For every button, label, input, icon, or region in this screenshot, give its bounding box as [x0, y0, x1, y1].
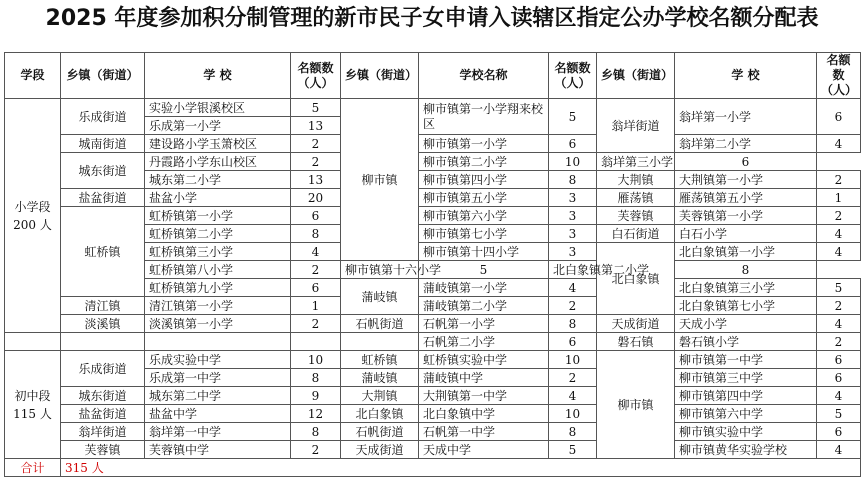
table-row — [5, 135, 861, 153]
quota-cell: 2 — [291, 261, 341, 279]
quota-cell: 6 — [291, 279, 341, 297]
quota-cell: 4 — [817, 387, 861, 405]
level-label: 初中段 — [14, 388, 51, 403]
quota-cell: 8 — [291, 423, 341, 441]
school-cell: 建设路小学玉箫校区 — [145, 135, 291, 153]
school-cell-empty — [145, 333, 291, 351]
table-row — [5, 153, 861, 171]
school-cell: 雁荡镇第五小学 — [675, 189, 817, 207]
table-row — [5, 315, 861, 333]
quota-cell: 2 — [549, 369, 597, 387]
school-cell: 翁垟第一中学 — [145, 423, 291, 441]
town-cell: 白石街道 — [597, 225, 675, 243]
level-cell-primary — [5, 99, 61, 333]
school-cell: 城东第二中学 — [145, 387, 291, 405]
level-total: 115 人 — [13, 406, 52, 421]
total-value: 315 人 — [61, 459, 861, 477]
school-cell: 翁垟第一小学 — [675, 99, 817, 135]
quota-cell: 13 — [291, 171, 341, 189]
quota-cell: 6 — [549, 333, 597, 351]
town-cell: 乐成街道 — [61, 351, 145, 387]
header-school-name: 学校名称 — [419, 53, 549, 99]
quota-cell: 6 — [817, 99, 861, 135]
quota-cell: 5 — [549, 99, 597, 135]
quota-cell: 6 — [291, 207, 341, 225]
quota-cell: 3 — [549, 243, 597, 261]
quota-cell: 5 — [817, 279, 861, 297]
quota-cell: 2 — [817, 207, 861, 225]
school-cell: 丹霞路小学东山校区 — [145, 153, 291, 171]
header-quota: 名额数（人） — [549, 53, 597, 99]
town-cell: 蒲岐镇 — [341, 279, 419, 315]
header-quota: 名额数（人） — [291, 53, 341, 99]
school-cell: 翁垟第二小学 — [675, 135, 817, 153]
school-cell: 白石小学 — [675, 225, 817, 243]
school-cell: 天成小学 — [675, 315, 817, 333]
town-cell: 雁荡镇 — [597, 189, 675, 207]
town-cell: 天成街道 — [597, 315, 675, 333]
quota-cell: 10 — [291, 351, 341, 369]
town-cell: 磐石镇 — [597, 333, 675, 351]
town-cell: 虹桥镇 — [61, 207, 145, 297]
school-cell: 虹桥镇第三小学 — [145, 243, 291, 261]
quota-cell: 8 — [291, 369, 341, 387]
table-row — [5, 189, 861, 207]
table-row — [5, 99, 861, 117]
school-cell: 柳市镇第六中学 — [675, 405, 817, 423]
table-row — [5, 333, 861, 351]
school-cell: 柳市镇第一中学 — [675, 351, 817, 369]
school-cell: 柳市镇第十六小学 — [341, 261, 419, 279]
school-cell: 北白象镇第一小学 — [675, 243, 817, 261]
town-cell: 蒲岐镇 — [341, 369, 419, 387]
school-cell: 蒲岐镇中学 — [419, 369, 549, 387]
table-row — [5, 297, 861, 315]
school-cell: 虹桥镇第二小学 — [145, 225, 291, 243]
header-row — [5, 53, 861, 99]
town-cell: 虹桥镇 — [341, 351, 419, 369]
town-cell-empty — [341, 333, 419, 351]
quota-cell: 4 — [549, 279, 597, 297]
quota-cell: 4 — [549, 387, 597, 405]
school-cell: 天成中学 — [419, 441, 549, 459]
quota-cell: 8 — [291, 225, 341, 243]
town-cell: 石帆街道 — [341, 423, 419, 441]
level-total: 200 人 — [13, 217, 52, 232]
school-cell: 柳市镇第六小学 — [419, 207, 549, 225]
school-cell: 石帆第一小学 — [419, 315, 549, 333]
quota-cell: 6 — [817, 351, 861, 369]
quota-cell: 5 — [549, 441, 597, 459]
quota-cell: 2 — [291, 315, 341, 333]
quota-cell: 4 — [817, 135, 861, 153]
table-row — [5, 387, 861, 405]
page-title: 2025 年度参加积分制管理的新市民子女申请入读辖区指定公办学校名额分配表 — [45, 6, 819, 31]
school-cell: 柳市镇第二小学 — [419, 153, 549, 171]
quota-cell: 4 — [817, 243, 861, 261]
table-row — [5, 441, 861, 459]
school-cell: 大荆镇第一中学 — [419, 387, 549, 405]
town-cell: 盐盆街道 — [61, 189, 145, 207]
school-cell: 柳市镇第四小学 — [419, 171, 549, 189]
quota-cell: 2 — [291, 153, 341, 171]
level-cell-middle — [5, 351, 61, 459]
school-cell: 虹桥镇实验中学 — [419, 351, 549, 369]
school-cell: 盐盆中学 — [145, 405, 291, 423]
town-cell: 大荆镇 — [597, 171, 675, 189]
school-cell: 淡溪镇第一小学 — [145, 315, 291, 333]
school-cell: 柳市镇实验中学 — [675, 423, 817, 441]
school-cell: 乐成实验中学 — [145, 351, 291, 369]
town-cell: 城东街道 — [61, 387, 145, 405]
quota-cell: 6 — [549, 135, 597, 153]
quota-cell: 8 — [549, 423, 597, 441]
level-label: 小学段 — [14, 199, 51, 214]
school-cell: 柳市镇第一小学翔来校区 — [419, 99, 549, 135]
school-cell: 柳市镇第七小学 — [419, 225, 549, 243]
quota-cell: 4 — [291, 243, 341, 261]
quota-cell: 6 — [817, 369, 861, 387]
school-cell: 大荆镇第一小学 — [675, 171, 817, 189]
table-row — [5, 423, 861, 441]
quota-cell: 2 — [817, 171, 861, 189]
town-cell: 翁垟街道 — [61, 423, 145, 441]
quota-cell: 4 — [817, 441, 861, 459]
table-row — [5, 207, 861, 225]
quota-cell: 2 — [291, 135, 341, 153]
school-cell: 城东第二小学 — [145, 171, 291, 189]
quota-cell: 12 — [291, 405, 341, 423]
quota-cell: 2 — [549, 297, 597, 315]
school-cell: 清江镇第一小学 — [145, 297, 291, 315]
quota-cell: 2 — [817, 297, 861, 315]
school-cell: 柳市镇黄华实验学校 — [675, 441, 817, 459]
town-cell: 柳市镇 — [341, 99, 419, 261]
school-cell: 北白象镇第七小学 — [675, 297, 817, 315]
town-cell: 城南街道 — [61, 135, 145, 153]
quota-cell: 3 — [549, 189, 597, 207]
header-town: 乡镇（街道） — [61, 53, 145, 99]
town-cell: 天成街道 — [341, 441, 419, 459]
quota-cell: 1 — [291, 297, 341, 315]
town-cell: 芙蓉镇 — [61, 441, 145, 459]
quota-cell: 4 — [817, 315, 861, 333]
quota-cell: 5 — [817, 405, 861, 423]
town-cell: 北白象镇 — [597, 243, 675, 315]
school-cell: 芙蓉镇中学 — [145, 441, 291, 459]
header-school: 学 校 — [675, 53, 817, 99]
town-cell: 柳市镇 — [597, 351, 675, 459]
quota-cell: 10 — [549, 351, 597, 369]
school-cell: 磐石镇小学 — [675, 333, 817, 351]
total-row — [5, 459, 861, 477]
school-cell: 北白象镇中学 — [419, 405, 549, 423]
school-cell: 柳市镇第五小学 — [419, 189, 549, 207]
school-cell: 柳市镇第三中学 — [675, 369, 817, 387]
quota-cell: 8 — [549, 315, 597, 333]
quota-cell: 20 — [291, 189, 341, 207]
quota-cell: 13 — [291, 117, 341, 135]
school-cell: 乐成第一小学 — [145, 117, 291, 135]
school-cell: 石帆第二小学 — [419, 333, 549, 351]
school-cell: 柳市镇第一小学 — [419, 135, 549, 153]
town-cell: 芙蓉镇 — [597, 207, 675, 225]
quota-cell-empty — [291, 333, 341, 351]
town-cell-empty — [61, 333, 145, 351]
school-cell: 芙蓉镇第一小学 — [675, 207, 817, 225]
header-town: 乡镇（街道） — [597, 53, 675, 99]
school-cell: 实验小学银溪校区 — [145, 99, 291, 117]
quota-cell: 5 — [291, 99, 341, 117]
school-cell: 盐盆小学 — [145, 189, 291, 207]
quota-cell: 2 — [817, 333, 861, 351]
school-cell: 乐成第一中学 — [145, 369, 291, 387]
school-cell: 北白象镇第三小学 — [675, 279, 817, 297]
table-row — [5, 405, 861, 423]
school-cell: 虹桥镇第九小学 — [145, 279, 291, 297]
quota-cell: 5 — [419, 261, 549, 279]
quota-cell: 3 — [549, 207, 597, 225]
quota-cell: 8 — [675, 261, 817, 279]
quota-cell: 6 — [817, 423, 861, 441]
table-row — [5, 351, 861, 369]
header-level: 学段 — [5, 53, 61, 99]
school-cell: 虹桥镇第一小学 — [145, 207, 291, 225]
quota-cell: 2 — [291, 441, 341, 459]
quota-cell: 3 — [549, 225, 597, 243]
quota-cell: 10 — [549, 153, 597, 171]
quota-cell: 9 — [291, 387, 341, 405]
town-cell: 乐成街道 — [61, 99, 145, 135]
town-cell: 淡溪镇 — [61, 315, 145, 333]
school-cell: 蒲岐镇第二小学 — [419, 297, 549, 315]
quota-cell: 10 — [549, 405, 597, 423]
quota-cell: 6 — [675, 153, 817, 171]
quota-cell: 1 — [817, 189, 861, 207]
total-label: 合计 — [5, 459, 61, 477]
school-cell: 虹桥镇第八小学 — [145, 261, 291, 279]
header-quota: 名额数（人） — [817, 53, 861, 99]
header-town: 乡镇（街道） — [341, 53, 419, 99]
town-cell: 清江镇 — [61, 297, 145, 315]
school-cell: 翁垟第三小学 — [597, 153, 675, 171]
school-cell: 石帆第一中学 — [419, 423, 549, 441]
header-school: 学 校 — [145, 53, 291, 99]
town-cell: 石帆街道 — [341, 315, 419, 333]
school-cell: 柳市镇第四中学 — [675, 387, 817, 405]
quota-cell: 8 — [549, 171, 597, 189]
quota-cell: 4 — [817, 225, 861, 243]
town-cell: 翁垟街道 — [597, 99, 675, 153]
town-cell: 北白象镇 — [341, 405, 419, 423]
school-cell: 北白象镇第二小学 — [549, 261, 597, 279]
town-cell: 城东街道 — [61, 153, 145, 189]
level-cell-empty — [5, 333, 61, 351]
town-cell: 大荆镇 — [341, 387, 419, 405]
school-cell: 柳市镇第十四小学 — [419, 243, 549, 261]
quota-table — [4, 52, 861, 477]
town-cell: 盐盆街道 — [61, 405, 145, 423]
school-cell: 蒲岐镇第一小学 — [419, 279, 549, 297]
